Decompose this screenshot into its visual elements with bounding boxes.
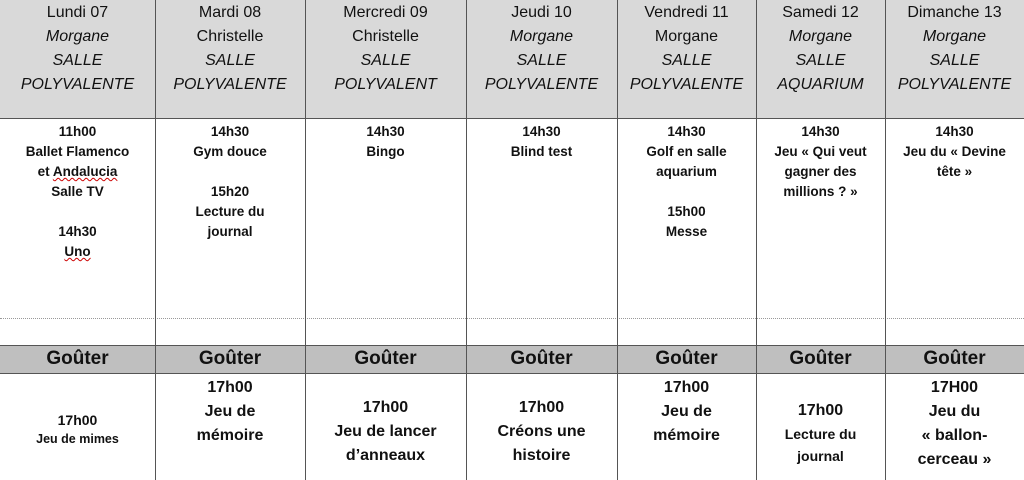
evening-line: d’anneaux: [345, 447, 426, 464]
evening-line: 17H00: [930, 379, 979, 396]
day-header: [617, 0, 756, 118]
room-line: POLYVALENTE: [484, 76, 599, 93]
evening-cell: [466, 396, 617, 468]
activity-line: aquarium: [656, 164, 717, 179]
animator-name: Christelle: [352, 28, 419, 45]
evening-line: mémoire: [653, 427, 720, 444]
gouter-label: Goûter: [46, 348, 109, 369]
activity-line: 14h30: [935, 124, 974, 139]
activity-line: gagner des: [784, 164, 857, 179]
activity-line: 14h30: [801, 124, 840, 139]
day-title: Vendredi 11: [644, 4, 729, 21]
evening-line: 17h00: [663, 379, 710, 396]
evening-line: Jeu de mimes: [36, 432, 119, 446]
spacer: [155, 162, 305, 182]
activity-line: 14h30: [522, 124, 561, 139]
evening-line: « ballon-: [921, 427, 988, 444]
evening-cell: [617, 376, 756, 448]
activity-line: Gym douce: [193, 144, 267, 159]
activity-line: Blind test: [510, 144, 573, 159]
day-title: Lundi 07: [46, 4, 109, 21]
spellcheck-word: Andalucia: [52, 164, 118, 179]
activity-line: [0, 242, 155, 262]
activities-cell: [466, 122, 617, 162]
evening-line: histoire: [512, 447, 571, 464]
room-line: SALLE: [795, 52, 846, 69]
evening-cell: [756, 399, 885, 467]
day-title: Mardi 08: [198, 4, 262, 21]
room-line: AQUARIUM: [777, 76, 864, 93]
evening-line: 17h00: [57, 412, 98, 428]
room-line: SALLE: [52, 52, 103, 69]
gouter-label: Goûter: [510, 348, 573, 369]
room-line: SALLE: [516, 52, 567, 69]
room-line: SALLE: [661, 52, 712, 69]
animator-name: Morgane: [788, 28, 853, 45]
day-title: Mercredi 09: [343, 4, 428, 21]
day-header: [756, 0, 885, 118]
activity-line: Ballet Flamenco: [25, 144, 130, 159]
evening-line: 17h00: [797, 402, 844, 419]
animator-name: Morgane: [922, 28, 987, 45]
evening-line: Lecture du: [784, 426, 857, 442]
room-line: SALLE: [360, 52, 411, 69]
evening-line: Jeu de lancer: [334, 423, 437, 440]
evening-line: journal: [797, 448, 844, 464]
day-header: [885, 0, 1024, 118]
evening-line: 17h00: [362, 399, 409, 416]
evening-cell: [0, 410, 155, 448]
evening-line: 17h00: [207, 379, 253, 396]
activity-line: 14h30: [366, 124, 405, 139]
evening-cell: [305, 396, 466, 468]
day-title: Dimanche 13: [907, 4, 1002, 21]
room-line: SALLE: [929, 52, 980, 69]
divider: [0, 373, 1024, 374]
spacer: [617, 182, 756, 202]
gouter-label: Goûter: [198, 348, 262, 369]
day-title: Jeudi 10: [511, 4, 572, 21]
evening-line: Jeu du: [928, 403, 981, 420]
gouter-label: Goûter: [655, 348, 718, 369]
activity-line: Jeu « Qui veut: [774, 144, 867, 159]
room-line: POLYVALENTE: [20, 76, 135, 93]
activities-cell: [305, 122, 466, 162]
animator-name: Christelle: [196, 28, 264, 45]
activities-cell: [0, 122, 155, 262]
day-header: [155, 0, 305, 118]
animator-name: Morgane: [509, 28, 574, 45]
activity-line: Lecture du: [195, 204, 265, 219]
gouter-label: Goûter: [923, 348, 986, 369]
room-line: POLYVALENTE: [897, 76, 1012, 93]
day-title: Samedi 12: [782, 4, 859, 21]
activity-line: 14h30: [210, 124, 250, 139]
room-line: POLYVALENTE: [629, 76, 744, 93]
activity-line: Salle TV: [51, 184, 104, 199]
spacer: [0, 202, 155, 222]
animator-name: Morgane: [654, 28, 719, 45]
evening-cell: [155, 376, 305, 448]
activity-line: 14h30: [58, 224, 97, 239]
day-header: [305, 0, 466, 118]
activity-line: millions ? »: [783, 184, 858, 199]
activities-cell: [617, 122, 756, 242]
day-header: [466, 0, 617, 118]
evening-line: mémoire: [196, 427, 264, 444]
gouter-label: Goûter: [354, 348, 417, 369]
room-line: SALLE: [205, 52, 255, 69]
activity-line: journal: [207, 224, 253, 239]
activity-line: Jeu du « Devine: [903, 144, 1006, 159]
evening-line: Jeu de: [204, 403, 256, 420]
activity-line: Messe: [665, 224, 708, 239]
evening-cell: [885, 376, 1024, 472]
room-line: POLYVALENTE: [173, 76, 287, 93]
activity-line: Bingo: [366, 144, 405, 159]
activities-cell: [885, 122, 1024, 182]
activity-line: 15h20: [210, 184, 250, 199]
animator-name: Morgane: [45, 28, 110, 45]
gouter-label: Goûter: [789, 348, 852, 369]
spellcheck-word: Uno: [64, 244, 91, 259]
divider: [0, 118, 1024, 119]
evening-line: 17h00: [518, 399, 565, 416]
activity-line: 15h00: [667, 204, 706, 219]
room-line: POLYVALENT: [334, 76, 437, 93]
evening-line: cerceau »: [917, 451, 992, 468]
activity-line: tête »: [936, 164, 973, 179]
activities-cell: [155, 122, 305, 242]
activity-line: et Andalucia: [37, 164, 118, 179]
dotted-divider: [0, 318, 1024, 319]
day-header: [0, 0, 155, 118]
activities-cell: [756, 122, 885, 202]
activity-line: 11h00: [58, 124, 97, 139]
evening-line: Jeu de: [661, 403, 712, 420]
activity-line: Golf en salle: [646, 144, 727, 159]
activity-line: 14h30: [667, 124, 706, 139]
evening-line: Créons une: [497, 423, 586, 440]
